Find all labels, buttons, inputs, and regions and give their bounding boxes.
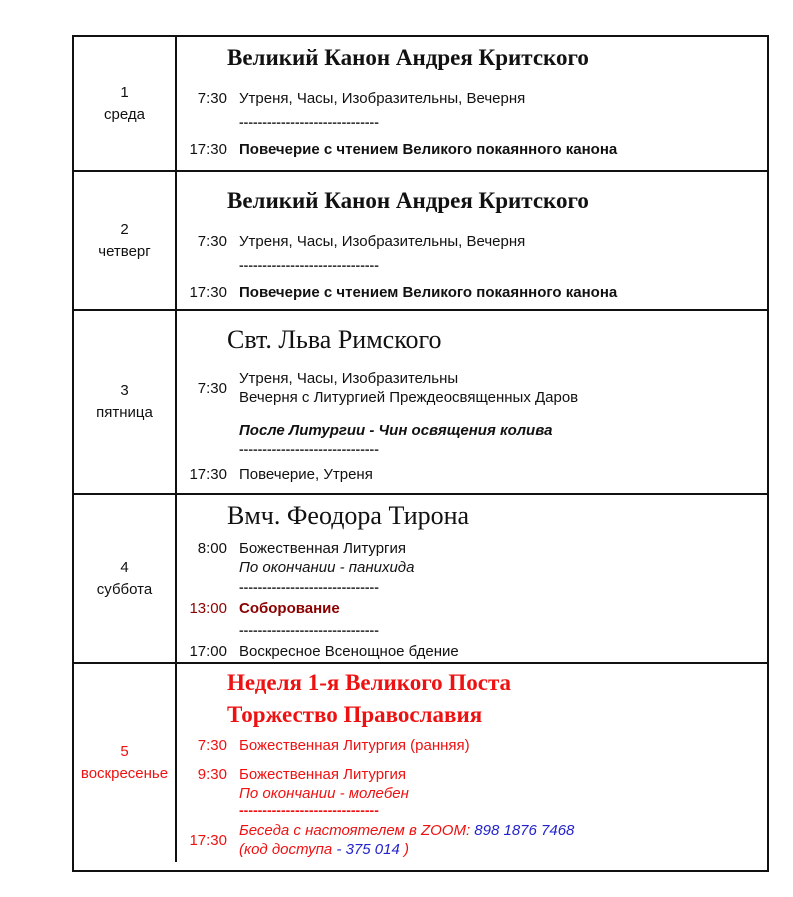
feast-title: Вмч. Феодора Тирона <box>227 501 470 530</box>
service-description-line: Божественная Литургия <box>239 766 407 783</box>
separator-line: ------------------------------ <box>239 257 379 273</box>
passcode-value: - 375 014 <box>336 841 400 858</box>
table-row-saturday <box>74 495 767 664</box>
service-line <box>183 140 767 159</box>
feast-title: Свт. Льва Римского <box>227 325 442 354</box>
service-line <box>183 369 767 407</box>
service-time: 17:00 <box>189 643 227 660</box>
service-line <box>183 232 767 251</box>
service-description-line: По окончании - молебен <box>239 785 409 802</box>
day-content <box>177 495 767 662</box>
separator-line: ------------------------------ <box>239 622 379 638</box>
day-content <box>177 311 767 493</box>
service-description-line: Утреня, Часы, Изобразительны <box>239 370 459 387</box>
separator-line: ------------------------------ <box>239 802 379 818</box>
service-time: 7:30 <box>197 379 227 397</box>
liturgy-note: После Литургии - Чин освящения колива <box>239 422 553 439</box>
service-description: Утреня, Часы, Изобразительны, Вечерня <box>239 233 526 250</box>
day-content <box>177 37 767 170</box>
day-cell <box>74 311 177 493</box>
service-line-zoom <box>183 821 767 859</box>
separator-line: ------------------------------ <box>239 114 379 130</box>
service-description: Повечерие с чтением Великого покаянного канона <box>239 284 618 301</box>
zoom-meeting-line <box>239 821 574 840</box>
day-number: 2 <box>120 220 129 238</box>
day-content <box>177 664 767 862</box>
zoom-label: Беседа с настоятелем в ZOOM: <box>239 822 471 839</box>
service-line <box>183 539 767 577</box>
service-description: Повечерие с чтением Великого покаянного канона <box>239 141 618 158</box>
service-time: 7:30 <box>197 737 227 754</box>
service-time: 17:30 <box>189 831 227 849</box>
day-name: пятница <box>96 404 153 421</box>
service-line <box>183 599 767 618</box>
feast-title: Великий Канон Андрея Критского <box>227 45 589 70</box>
day-name: суббота <box>96 580 153 598</box>
service-line <box>183 89 767 108</box>
service-description <box>239 539 414 577</box>
table-row-wednesday <box>74 37 767 172</box>
zoom-passcode-line <box>239 840 574 859</box>
schedule-table <box>72 35 769 872</box>
table-row-thursday <box>74 172 767 311</box>
service-description-line: По окончании - панихида <box>239 559 415 576</box>
service-time: 17:30 <box>189 466 227 483</box>
service-time: 13:00 <box>189 600 227 617</box>
service-description: Соборование <box>239 600 340 617</box>
service-line <box>183 765 767 803</box>
passcode-label: (код доступа <box>239 841 333 858</box>
day-name: воскресенье <box>80 765 169 782</box>
service-line <box>183 465 767 484</box>
day-cell <box>74 495 177 662</box>
table-row-friday <box>74 311 767 495</box>
service-description <box>239 765 409 803</box>
service-description: Воскресное Всенощное бдение <box>239 643 459 660</box>
service-description-line: Вечерня с Литургией Преждеосвященных Даров <box>239 389 579 406</box>
day-cell <box>74 172 177 309</box>
service-description-line: Божественная Литургия <box>239 540 407 557</box>
day-name: четверг <box>98 242 151 260</box>
feast-title-line: Торжество Православия <box>227 702 483 727</box>
day-cell <box>74 37 177 170</box>
feast-title: Великий Канон Андрея Критского <box>227 188 589 213</box>
day-number: 3 <box>120 382 129 399</box>
day-number: 1 <box>120 83 129 101</box>
day-cell <box>74 664 177 862</box>
zoom-meeting-id: 898 1876 7468 <box>474 822 575 839</box>
service-description: Утреня, Часы, Изобразительны, Вечерня <box>239 90 526 107</box>
service-line <box>183 642 767 661</box>
service-line <box>183 736 767 755</box>
table-row-sunday <box>74 664 767 862</box>
day-number: 5 <box>120 743 129 760</box>
feast-title-line: Неделя 1-я Великого Поста <box>227 670 512 695</box>
day-name: среда <box>104 105 145 123</box>
service-description: Повечерие, Утреня <box>239 466 373 483</box>
service-time: 8:00 <box>197 540 227 557</box>
service-time: 7:30 <box>197 233 227 250</box>
service-description <box>239 369 578 407</box>
day-content <box>177 172 767 309</box>
zoom-meeting-info <box>239 821 574 859</box>
service-time: 17:30 <box>189 141 227 158</box>
service-line <box>183 283 767 302</box>
separator-line: ------------------------------ <box>239 441 379 457</box>
day-number: 4 <box>120 558 129 576</box>
service-time: 9:30 <box>197 766 227 783</box>
service-time: 17:30 <box>189 284 227 301</box>
separator-line: ------------------------------ <box>239 579 379 595</box>
passcode-close-paren: ) <box>404 841 410 858</box>
service-time: 7:30 <box>197 90 227 107</box>
service-description: Божественная Литургия (ранняя) <box>239 737 470 754</box>
